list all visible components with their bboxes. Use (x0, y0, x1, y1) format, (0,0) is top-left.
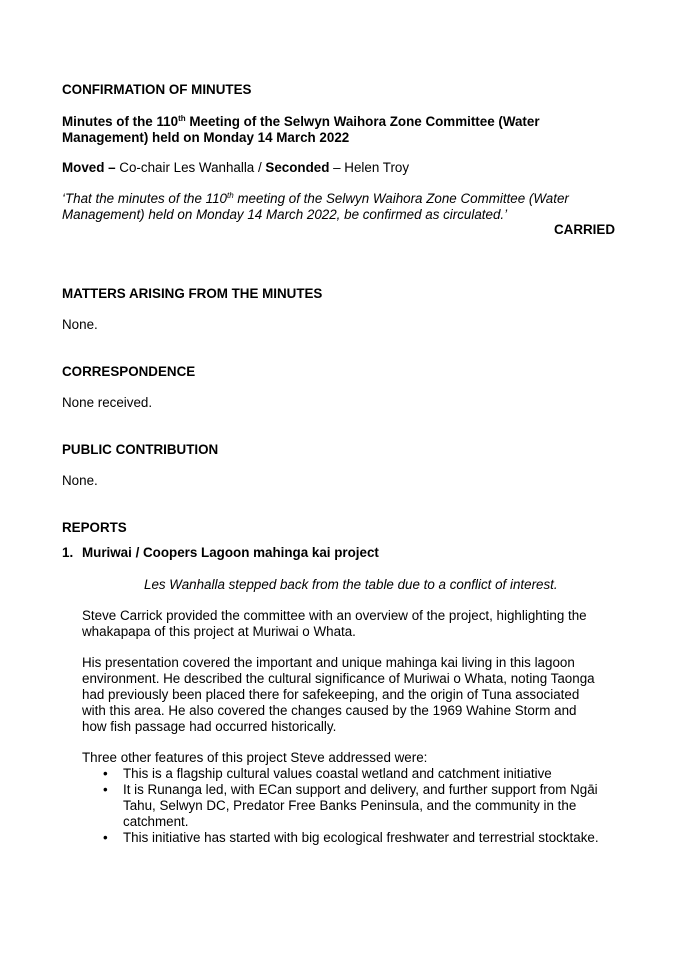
report-paragraph-1: Steve Carrick provided the committee with an overview of the project, highlighting the whakapapa of this project at Muriwai o Whata. (82, 608, 587, 639)
matters-arising-text: None. (62, 317, 98, 332)
moved-label: Moved – (62, 160, 116, 175)
feature-bullet-list (100, 766, 630, 846)
confirmation-heading: CONFIRMATION OF MINUTES (62, 82, 252, 97)
matters-arising-heading: MATTERS ARISING FROM THE MINUTES (62, 286, 323, 301)
report-paragraph-2: His presentation covered the important and unique mahinga kai living in this lagoon environment. He described the cultural significance of Muriwai o Whata, noting Taonga had previously been placed there for safekeeping, and the origin of Tuna associated with this area. He also covered the changes caused by the 1969 Wahine Storm and how fish passage had occurred historically. (82, 655, 595, 734)
correspondence-text: None received. (62, 395, 153, 410)
carried-label: CARRIED (553, 222, 615, 237)
conflict-note: Les Wanhalla stepped back from the table due to a conflict of interest. (144, 577, 558, 592)
confirmation-subheading: Minutes of the 110th Meeting of the Selwyn Waihora Zone Committee (Water Management) held on Monday 14 March 2022 (62, 114, 540, 145)
moved-text: Co-chair Les Wanhalla / (115, 160, 266, 175)
public-contribution-heading: PUBLIC CONTRIBUTION (62, 442, 219, 457)
reports-heading: REPORTS (62, 520, 127, 535)
list-item: • It is Runanga led, with ECan support and delivery, and further support from Ngāi Tahu, Selwyn DC, Predator Free Banks Peninsula, and the community in the catchment. (100, 782, 630, 830)
moved-seconded-line (62, 160, 409, 176)
list-item: • This is a flagship cultural values coastal wetland and catchment initiative (100, 766, 630, 782)
report-paragraph-3-intro: Three other features of this project Steve addressed were: (82, 750, 428, 765)
resolution-text: ‘That the minutes of the 110th meeting of the Selwyn Waihora Zone Committee (Water Management) held on Monday 14 March 2022, be confirmed as circulated.’ (62, 191, 569, 222)
report-item-title: Muriwai / Coopers Lagoon mahinga kai project (82, 545, 379, 560)
correspondence-heading: CORRESPONDENCE (62, 364, 196, 379)
report-item-number: 1. (62, 545, 74, 560)
seconded-text: – Helen Troy (329, 160, 410, 175)
seconded-label: Seconded (265, 160, 330, 175)
list-item: • This initiative has started with big ecological freshwater and terrestrial stocktake. (100, 830, 630, 846)
public-contribution-text: None. (62, 473, 98, 488)
